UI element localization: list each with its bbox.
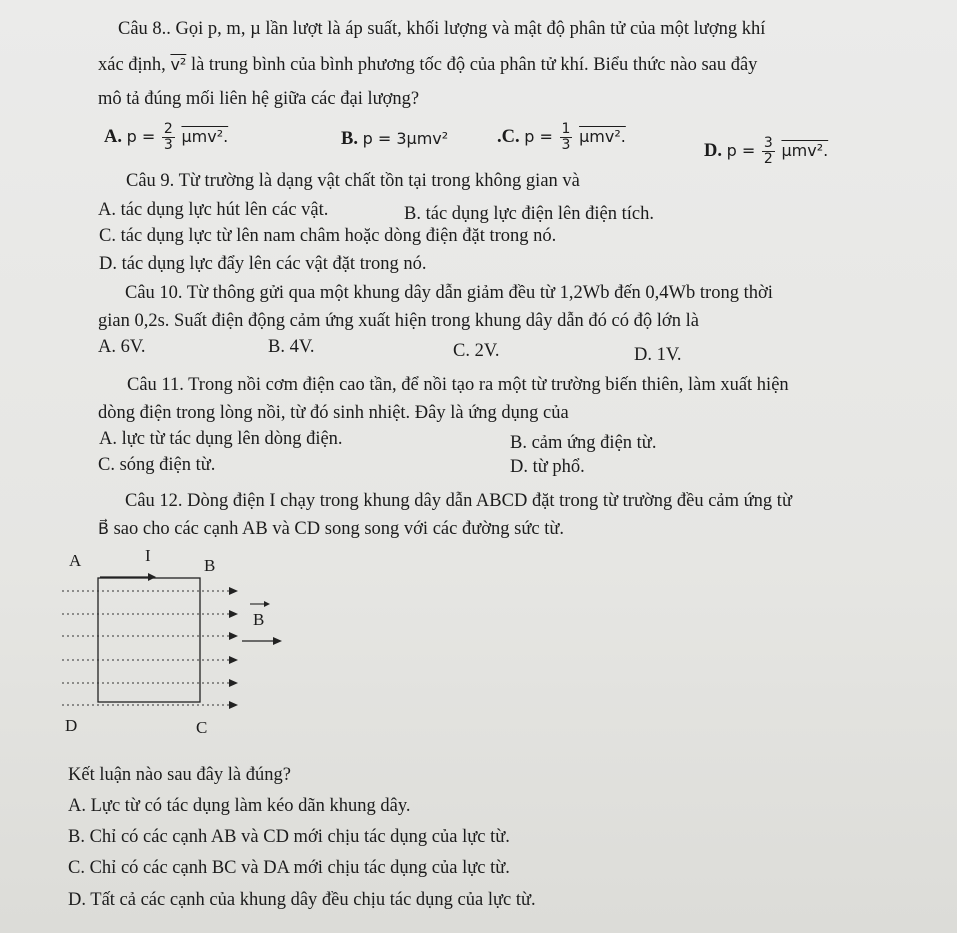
q8-opt-c-prefix: p = — [524, 126, 553, 146]
q12-b-vector-symbol: B⃗ — [98, 519, 109, 538]
q12-prompt — [68, 764, 291, 786]
q10-b-text: B. 4V. — [268, 337, 315, 357]
q9-d-text: D. tác dụng lực đẩy lên các vật đặt trong nó. — [99, 254, 427, 274]
frac-num: 3 — [763, 135, 773, 151]
vertex-c-label: C — [196, 718, 208, 737]
q9-b-text: B. tác dụng lực điện lên điện tích. — [404, 204, 654, 224]
q8-opt-b-expr: p = 3µmv² — [362, 129, 449, 148]
q12-a-text: A. Lực từ có tác dụng làm kéo dãn khung dây. — [68, 796, 411, 816]
current-arrow — [100, 573, 156, 581]
q12-c-text: C. Chỉ có các cạnh BC và DA mới chịu tác dụng của lực từ. — [68, 858, 510, 878]
q8-opt-a-prefix: p = — [126, 126, 156, 146]
q9-stem-text: Câu 9. Từ trường là dạng vật chất tồn tại trong không gian và — [126, 171, 580, 191]
q10-a-text: A. 6V. — [98, 337, 146, 357]
vertex-b-label: B — [204, 556, 216, 575]
q8-opt-c-suffix: µmv². — [579, 126, 626, 146]
q10-stem-2: gian 0,2s. Suất điện động cảm ứng xuất hiện trong khung dây dẫn đó có độ lớn là — [98, 311, 699, 331]
q8-opt-a-label: A. — [104, 126, 122, 147]
field-b-label: B — [253, 610, 265, 629]
q8-opt-b-label: B. — [341, 129, 358, 149]
q8-opt-c-label: .C. — [497, 126, 520, 147]
q9-a-text: A. tác dụng lực hút lên các vật. — [98, 200, 329, 220]
vertex-a-label: A — [69, 551, 82, 570]
q12-prompt-text: Kết luận nào sau đây là đúng? — [68, 765, 291, 785]
q11-b-text: B. cảm ứng điện từ. — [510, 433, 657, 453]
frac-den: 3 — [163, 137, 173, 153]
q11-d-text: D. từ phổ. — [510, 457, 585, 477]
q11-stem-1: Câu 11. Trong nồi cơm điện cao tần, để nồi tạo ra một từ trường biến thiên, làm xuất hiện — [127, 375, 789, 395]
q12-b-text: B. Chỉ có các cạnh AB và CD mới chịu tác dụng của lực từ. — [68, 827, 510, 847]
field-arrowheads — [229, 587, 238, 709]
current-i-label: I — [145, 546, 151, 565]
q11-stem-2: dòng điện trong lòng nồi, từ đó sinh nhiệt. Đây là ứng dụng của — [98, 403, 569, 423]
q9-c-text: C. tác dụng lực từ lên nam châm hoặc dòng điện đặt trong nó. — [99, 226, 557, 246]
vertex-d-label: D — [65, 716, 78, 735]
q8-opt-a-suffix: µmv². — [181, 126, 229, 146]
frac-den: 2 — [763, 151, 773, 167]
q10-c-text: C. 2V. — [453, 341, 500, 361]
q11-c-text: C. sóng điện từ. — [98, 455, 216, 475]
q12-option-c — [68, 857, 510, 879]
q12-stem-2: sao cho các cạnh AB và CD song song với các đường sức từ. — [113, 519, 564, 539]
field-lines — [62, 591, 230, 705]
q8-opt-d-suffix: µmv². — [781, 140, 829, 160]
frac-den: 3 — [561, 137, 571, 153]
q8-stem-text: Câu 8.. Gọi p, m, µ lần lượt là áp suất, khối lượng và mật độ phân tử của một lượng khí — [118, 19, 766, 39]
q8-stem-2a: xác định, — [98, 55, 166, 75]
frac-num: 2 — [163, 121, 173, 137]
q12-d-text: D. Tất cả các cạnh của khung dây đều chịu tác dụng của lực từ. — [68, 890, 536, 910]
q10-d-text: D. 1V. — [634, 345, 682, 365]
frac-num: 1 — [561, 121, 571, 137]
q12-stem-1: Câu 12. Dòng điện I chạy trong khung dây dẫn ABCD đặt trong từ trường đều cảm ứng từ — [125, 491, 792, 511]
q8-opt-d-prefix: p = — [726, 140, 756, 160]
q8-stem-3: mô tả đúng mối liên hệ giữa các đại lượng? — [98, 89, 420, 109]
q11-a-text: A. lực từ tác dụng lên dòng điện. — [99, 429, 343, 449]
q8-v2-symbol: v² — [170, 55, 187, 74]
q10-stem-1: Câu 10. Từ thông gửi qua một khung dây dẫn giảm đều từ 1,2Wb đến 0,4Wb trong thời — [125, 283, 773, 303]
q12-option-b — [68, 826, 510, 848]
q8-opt-d-label: D. — [704, 140, 722, 161]
q12-option-d — [68, 889, 536, 911]
q8-stem-2b: là trung bình của bình phương tốc độ của phân tử khí. Biểu thức nào sau đây — [190, 55, 758, 75]
q12-option-a — [68, 795, 411, 817]
